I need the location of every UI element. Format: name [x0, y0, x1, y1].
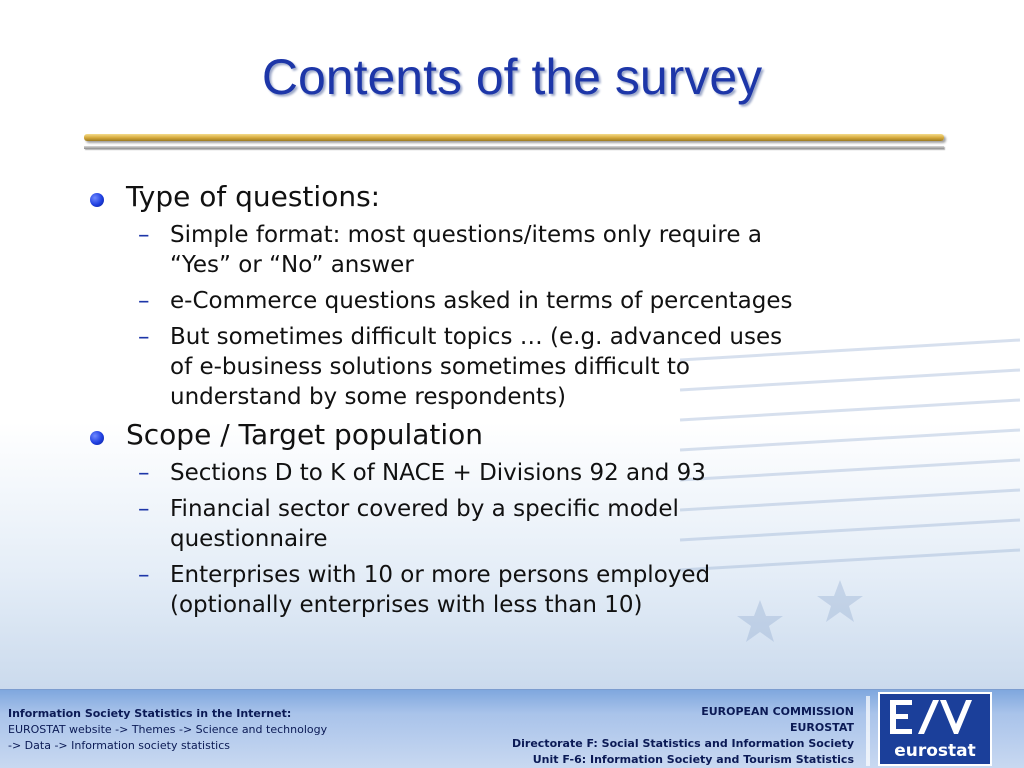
footer-band: [0, 689, 1024, 768]
bullet-type-of-questions: [88, 180, 888, 214]
bullet-dot-icon: [90, 193, 104, 207]
bullet-scope-target-population: [88, 418, 888, 452]
title-rule-gold: [84, 134, 944, 141]
sub-bullet: [88, 458, 888, 488]
logo-divider: [866, 696, 870, 766]
sub-bullet-text: But sometimes difficult topics … (e.g. advanced uses of e-business solutions sometimes difficult to understand by some respondents): [170, 324, 783, 410]
dash-icon: –: [138, 460, 150, 486]
footer-org-line: EUROPEAN COMMISSION: [701, 705, 854, 718]
slide-content: [88, 180, 888, 626]
title-rule-grey: [84, 146, 944, 149]
dash-icon: –: [138, 562, 150, 588]
slide-title: Contents of the survey: [261, 49, 763, 105]
logo-wordmark: eurostat: [894, 741, 976, 761]
footer-info-line: EUROSTAT website -> Themes -> Science and technology: [8, 723, 328, 736]
bullet-heading: Type of questions:: [126, 180, 381, 213]
sub-bullet: [88, 560, 888, 620]
sub-bullet-text: Enterprises with 10 or more persons employed (optionally enterprises with less than 10): [170, 562, 711, 618]
footer-org-line: EUROSTAT: [789, 721, 854, 734]
sub-bullet: [88, 220, 888, 280]
dash-icon: –: [138, 496, 150, 522]
footer-org-line: Directorate F: Social Statistics and Information Society: [512, 737, 854, 750]
dash-icon: –: [138, 222, 150, 248]
dash-icon: –: [138, 324, 150, 350]
sub-bullet: [88, 322, 888, 412]
bullet-dot-icon: [90, 431, 104, 445]
sub-bullet-text: Financial sector covered by a specific model questionnaire: [170, 496, 679, 552]
footer-info-block: [8, 706, 327, 754]
sub-bullet: [88, 494, 888, 554]
sub-bullet-text: e-Commerce questions asked in terms of percentages: [170, 288, 793, 314]
footer-org-line: Unit F-6: Information Society and Tourism Statistics: [532, 753, 854, 766]
footer-organization-block: [512, 704, 854, 768]
dash-icon: –: [138, 288, 150, 314]
eurostat-logo: [878, 692, 992, 766]
sub-bullet-text: Simple format: most questions/items only require a “Yes” or “No” answer: [170, 222, 762, 278]
bullet-heading: Scope / Target population: [126, 418, 484, 451]
sub-bullet-text: Sections D to K of NACE + Divisions 92 and 93: [170, 460, 706, 486]
footer-info-title: Information Society Statistics in the Internet:: [8, 707, 292, 720]
footer-info-line: -> Data -> Information society statistics: [8, 739, 230, 752]
sub-bullet: [88, 286, 888, 316]
